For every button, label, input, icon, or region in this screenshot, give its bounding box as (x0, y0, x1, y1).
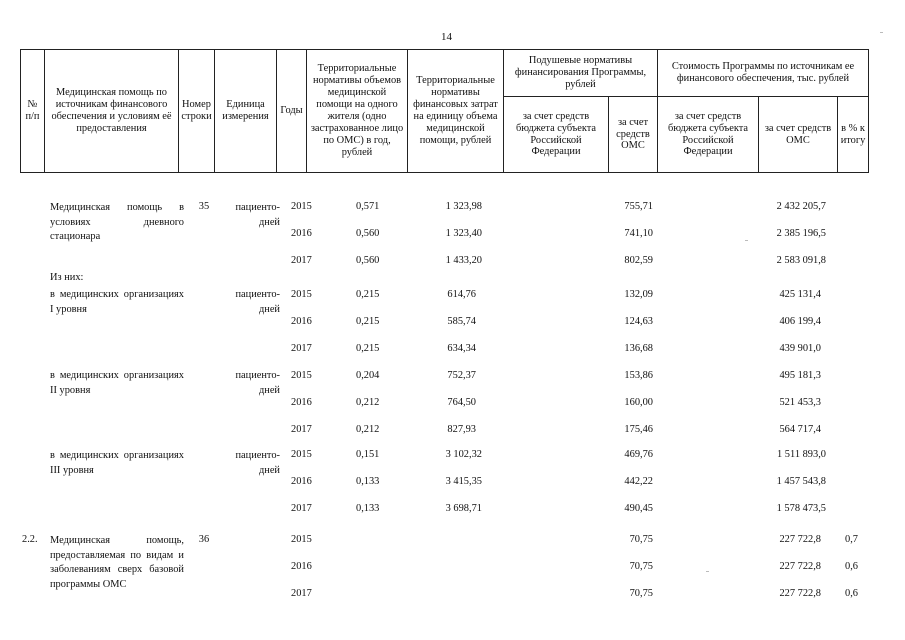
header-percap: Подушевые нормативы финансирования Программы, рублей (504, 50, 658, 97)
row-label: в медицинских организациях II уровня (50, 370, 184, 396)
header-volume: Территориальные нормативы объемов медицинской помощи на одного жителя (одно застрахованное лицо по ОМС) в год, рублей (307, 50, 408, 173)
header-program-pct: в % к итогу (838, 97, 869, 173)
cost-cell: 1 323,40 (445, 228, 482, 239)
oms-percap-cell: 741,10 (624, 228, 653, 239)
oms-total-cell: 227 722,8 (779, 588, 821, 599)
oms-percap-cell: 802,59 (624, 255, 653, 266)
cost-cell: 3 102,32 (445, 449, 482, 460)
oms-total-cell: 2 583 091,8 (776, 255, 826, 266)
year-cell: 2016 (291, 561, 312, 572)
row-unit: пациенто-дней (235, 370, 280, 396)
page-number: 14 (441, 31, 452, 43)
volume-cell: 0,133 (356, 503, 380, 514)
year-cell: 2016 (291, 397, 312, 408)
year-cell: 2017 (291, 588, 312, 599)
oms-percap-cell: 469,76 (624, 449, 653, 460)
row-item-number: 2.2. (22, 534, 38, 545)
cost-cell: 752,37 (447, 370, 476, 381)
volume-cell: 0,215 (356, 343, 380, 354)
year-cell: 2015 (291, 370, 312, 381)
row-unit: пациенто-дней (235, 450, 280, 476)
volume-cell: 0,151 (356, 449, 380, 460)
volume-cell: 0,212 (356, 424, 380, 435)
volume-cell: 0,571 (356, 201, 380, 212)
cost-cell: 634,34 (447, 343, 476, 354)
volume-cell: 0,215 (356, 289, 380, 300)
oms-total-cell: 1 511 893,0 (777, 449, 826, 460)
header-years: Годы (277, 50, 307, 173)
row-number: 36 (198, 534, 210, 545)
oms-total-cell: 521 453,3 (779, 397, 821, 408)
cost-cell: 1 433,20 (445, 255, 482, 266)
oms-percap-cell: 70,75 (629, 588, 653, 599)
row-label: в медицинских организациях III уровня (50, 450, 184, 476)
oms-percap-cell: 70,75 (629, 534, 653, 545)
oms-percap-cell: 136,68 (624, 343, 653, 354)
pct-cell: 0,7 (845, 534, 858, 545)
year-cell: 2015 (291, 289, 312, 300)
header-percap-budget: за счет средств бюджета субъекта Российской Федерации (504, 97, 609, 173)
year-cell: 2015 (291, 449, 312, 460)
year-cell: 2016 (291, 316, 312, 327)
oms-total-cell: 495 181,3 (779, 370, 821, 381)
oms-total-cell: 2 432 205,7 (776, 201, 826, 212)
row-label: Медицинская помощь в условиях дневного стационара (50, 202, 184, 243)
oms-total-cell: 425 131,4 (779, 289, 821, 300)
oms-total-cell: 439 901,0 (779, 343, 821, 354)
row-unit: пациенто-дней (235, 289, 280, 315)
oms-total-cell: 1 457 543,8 (776, 476, 826, 487)
year-cell: 2016 (291, 228, 312, 239)
year-cell: 2015 (291, 534, 312, 545)
oms-percap-cell: 124,63 (624, 316, 653, 327)
volume-cell: 0,560 (356, 228, 380, 239)
year-cell: 2016 (291, 476, 312, 487)
cost-cell: 3 415,35 (445, 476, 482, 487)
oms-percap-cell: 153,86 (624, 370, 653, 381)
row-label: в медицинских организациях I уровня (50, 289, 184, 315)
oms-percap-cell: 70,75 (629, 561, 653, 572)
oms-percap-cell: 442,22 (624, 476, 653, 487)
cost-cell: 1 323,98 (445, 201, 482, 212)
cost-cell: 3 698,71 (445, 503, 482, 514)
oms-total-cell: 564 717,4 (779, 424, 821, 435)
scan-speck (880, 32, 883, 33)
header-program: Стоимость Программы по источникам ее финансового обеспечения, тыс. рублей (658, 50, 869, 97)
header-row-no: Номер строки (179, 50, 215, 173)
header-percap-oms: за счет средств ОМС (609, 97, 658, 173)
oms-percap-cell: 132,09 (624, 289, 653, 300)
header-program-budget: за счет средств бюджета субъекта Российской Федерации (658, 97, 759, 173)
scan-speck (745, 240, 748, 241)
volume-cell: 0,212 (356, 397, 380, 408)
year-cell: 2015 (291, 201, 312, 212)
pct-cell: 0,6 (845, 561, 858, 572)
volume-cell: 0,204 (356, 370, 380, 381)
pct-cell: 0,6 (845, 588, 858, 599)
year-cell: 2017 (291, 503, 312, 514)
oms-total-cell: 1 578 473,5 (776, 503, 826, 514)
oms-percap-cell: 175,46 (624, 424, 653, 435)
subheading: Из них: (50, 272, 84, 283)
row-label: Медицинская помощь, предоставляемая по видам и заболеваниям сверх базовой программы ОМС (50, 535, 184, 590)
cost-cell: 585,74 (447, 316, 476, 327)
header-cost: Территориальные нормативы финансовых затрат на единицу объема медицинской помощи, рублей (408, 50, 504, 173)
header-care: Медицинская помощь по источникам финансового обеспечения и условиям её предоставления (45, 50, 179, 173)
oms-total-cell: 406 199,4 (779, 316, 821, 327)
volume-cell: 0,560 (356, 255, 380, 266)
year-cell: 2017 (291, 424, 312, 435)
oms-total-cell: 227 722,8 (779, 561, 821, 572)
header-unit: Единица измерения (215, 50, 277, 173)
row-unit: пациенто-дней (235, 202, 280, 228)
scan-speck (706, 571, 709, 572)
cost-cell: 614,76 (447, 289, 476, 300)
oms-percap-cell: 755,71 (624, 201, 653, 212)
year-cell: 2017 (291, 343, 312, 354)
oms-percap-cell: 490,45 (624, 503, 653, 514)
row-number: 35 (198, 201, 210, 212)
volume-cell: 0,133 (356, 476, 380, 487)
header-num: № п/п (21, 50, 45, 173)
cost-cell: 764,50 (447, 397, 476, 408)
cost-cell: 827,93 (447, 424, 476, 435)
year-cell: 2017 (291, 255, 312, 266)
volume-cell: 0,215 (356, 316, 380, 327)
header-program-oms: за счет средств ОМС (759, 97, 838, 173)
oms-total-cell: 227 722,8 (779, 534, 821, 545)
oms-percap-cell: 160,00 (624, 397, 653, 408)
oms-total-cell: 2 385 196,5 (776, 228, 826, 239)
